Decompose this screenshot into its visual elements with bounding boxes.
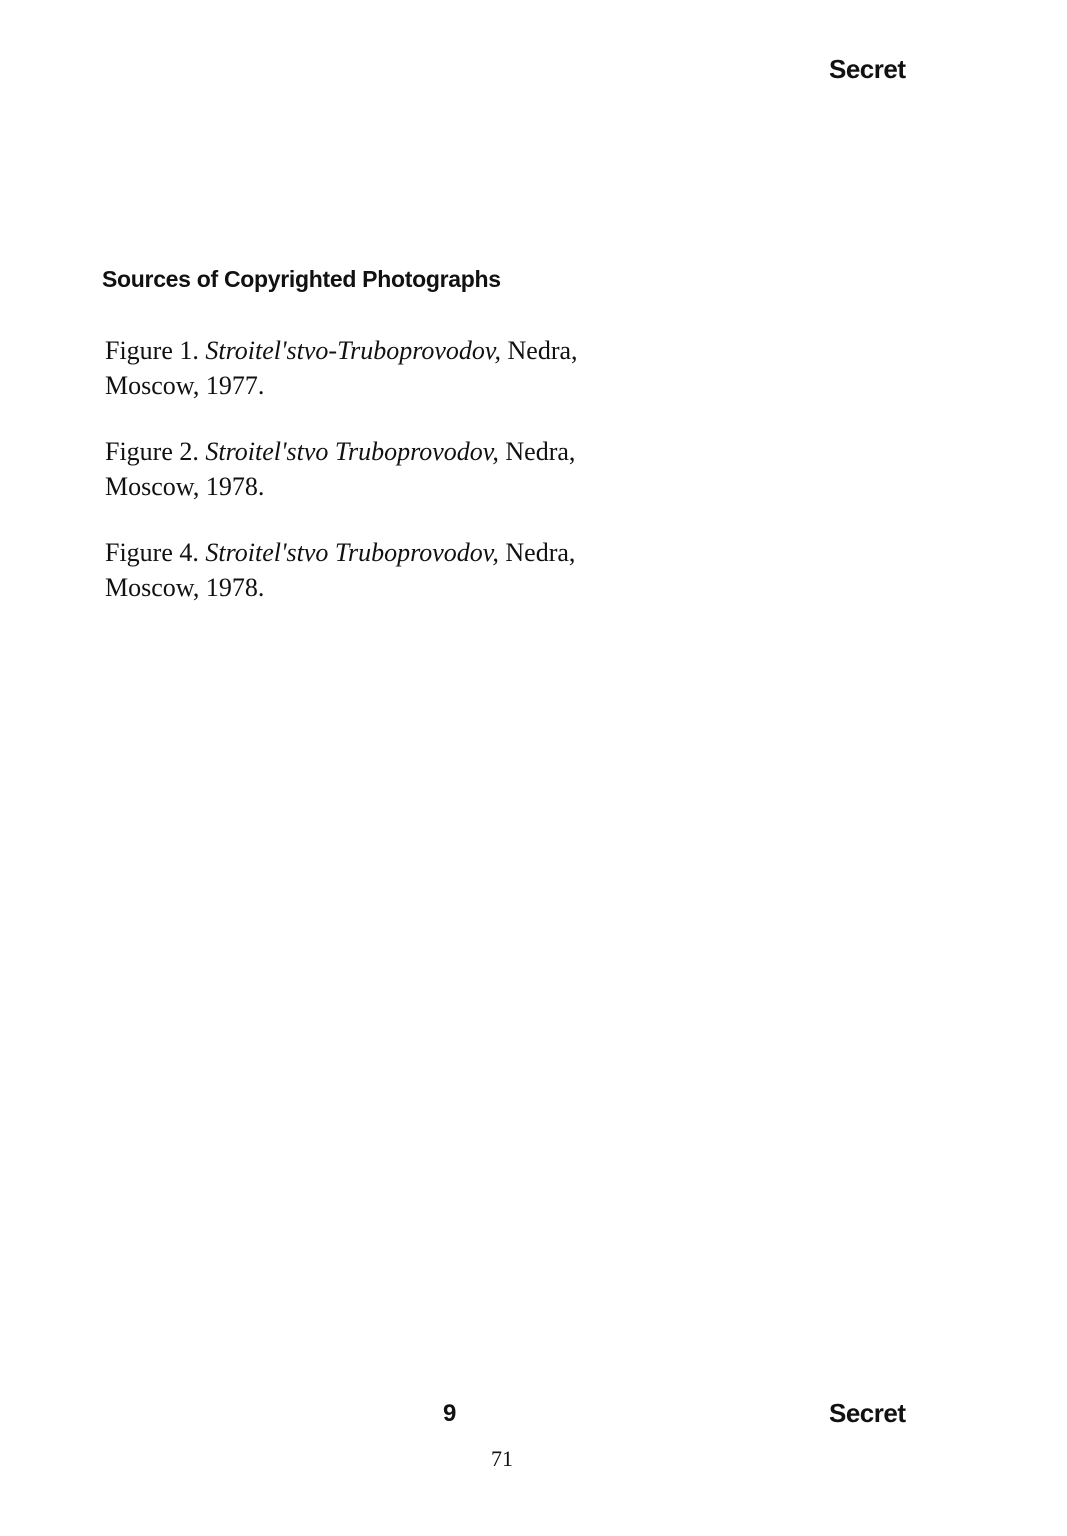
source-publisher: Nedra, (505, 437, 576, 466)
source-place-year: Moscow, 1977. (105, 371, 265, 400)
figure-label: Figure 4. (105, 538, 199, 567)
figure-label: Figure 1. (105, 336, 199, 365)
source-entry-figure-1 (105, 333, 705, 403)
source-entry-figure-4 (105, 535, 705, 605)
page-number: 9 (443, 1400, 457, 1427)
figure-label: Figure 2. (105, 437, 199, 466)
source-place-year: Moscow, 1978. (105, 472, 265, 501)
footer-classification: Secret (829, 1398, 906, 1428)
source-title: Stroitel'stvo Truboprovodov, (205, 538, 499, 567)
sources-list (105, 333, 705, 636)
sheet-number: 71 (491, 1446, 513, 1471)
source-title: Stroitel'stvo-Truboprovodov, (205, 336, 502, 365)
source-entry-figure-2 (105, 434, 705, 504)
source-place-year: Moscow, 1978. (105, 573, 265, 602)
source-publisher: Nedra, (507, 336, 578, 365)
header-classification: Secret (829, 54, 906, 84)
source-title: Stroitel'stvo Truboprovodov, (205, 437, 499, 466)
source-publisher: Nedra, (505, 538, 576, 567)
section-heading: Sources of Copyrighted Photographs (102, 266, 501, 292)
